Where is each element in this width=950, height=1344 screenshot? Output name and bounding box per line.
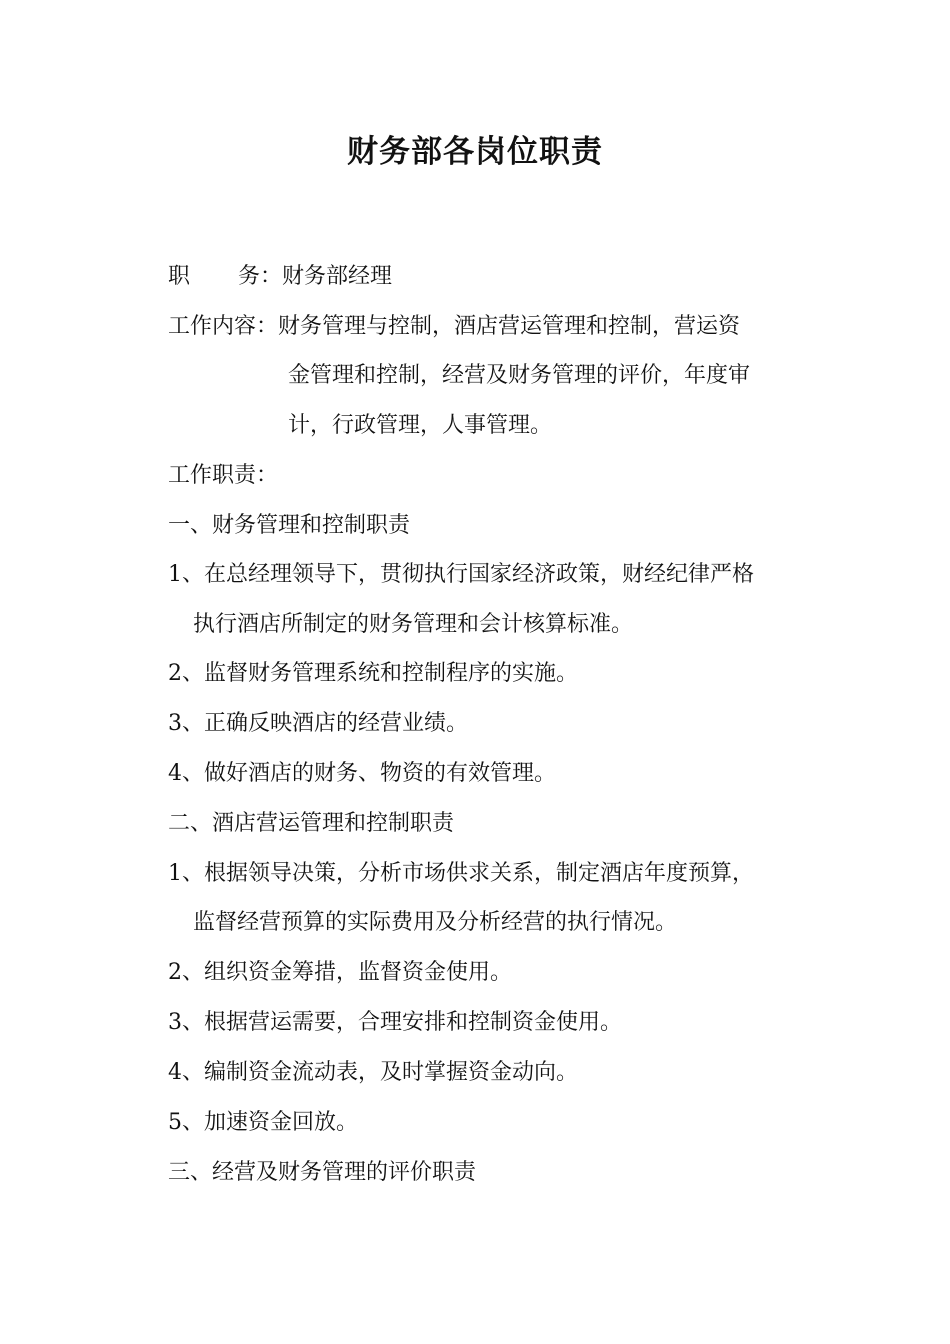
- duties-label: 工作职责：: [168, 463, 279, 488]
- document-title: 财务部各岗位职责: [347, 134, 603, 170]
- list-item-continuation: 监督经营预算的实际费用及分析经营的执行情况。: [193, 910, 678, 935]
- list-item-continuation: 执行酒店所制定的财务管理和会计核算标准。: [193, 612, 634, 637]
- list-item: 5、加速资金回放。: [168, 1110, 358, 1135]
- list-item: 4、做好酒店的财务、物资的有效管理。: [168, 761, 556, 786]
- work-content-line: 金管理和控制，经营及财务管理的评价，年度审: [288, 363, 751, 388]
- position-label-char2: 务：: [238, 264, 283, 289]
- list-item: 4、编制资金流动表，及时掌握资金动向。: [168, 1060, 578, 1085]
- list-item: 1、根据领导决策，分析市场供求关系，制定酒店年度预算，: [168, 861, 754, 886]
- position-value: 财务部经理: [282, 264, 393, 289]
- list-item: 2、组织资金筹措，监督资金使用。: [168, 960, 512, 985]
- list-item: 2、监督财务管理系统和控制程序的实施。: [168, 661, 578, 686]
- list-item: 3、根据营运需要，合理安排和控制资金使用。: [168, 1010, 622, 1035]
- work-content-row: [168, 310, 740, 343]
- position-row: [168, 260, 392, 293]
- list-item: 1、在总经理领导下，贯彻执行国家经济政策，财经纪律严格: [168, 562, 754, 587]
- position-label-char1: 职: [168, 264, 191, 289]
- section-heading: 二、酒店营运管理和控制职责: [168, 811, 455, 836]
- list-item: 3、正确反映酒店的经营业绩。: [168, 711, 468, 736]
- work-content-line: 计，行政管理，人事管理。: [288, 413, 553, 438]
- section-heading: 三、经营及财务管理的评价职责: [168, 1160, 477, 1185]
- work-content-label: 工作内容：: [168, 314, 279, 339]
- work-content-line: 财务管理与控制，酒店营运管理和控制，营运资: [278, 314, 741, 339]
- section-heading: 一、财务管理和控制职责: [168, 513, 411, 538]
